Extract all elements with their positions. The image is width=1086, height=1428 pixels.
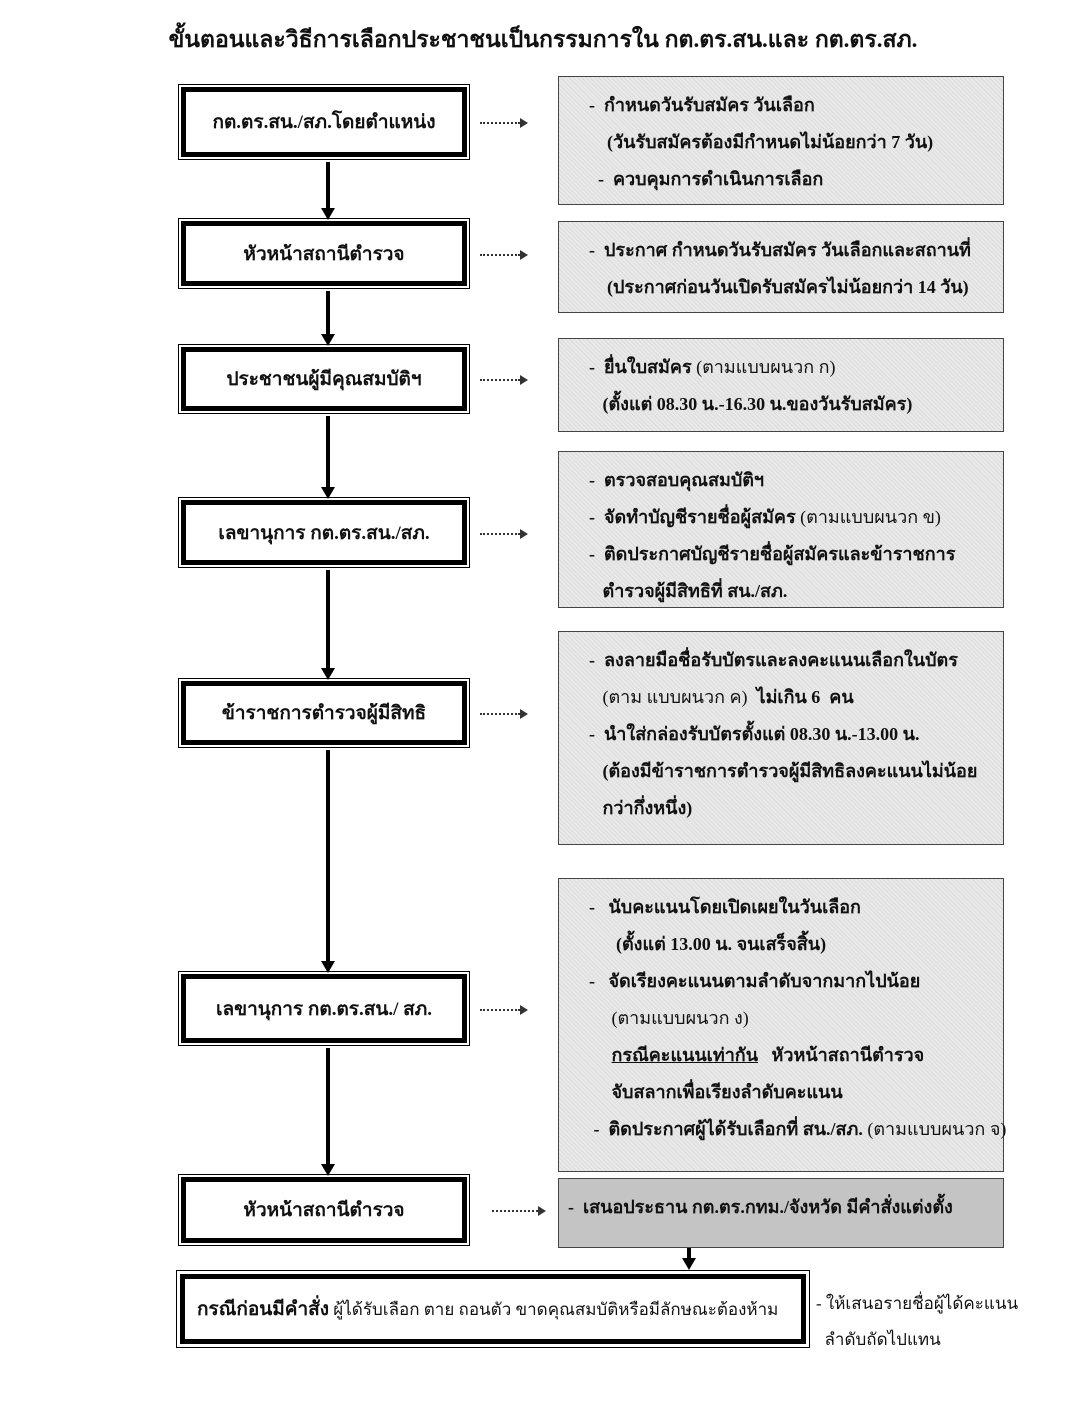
step-box: เลขานุการ กต.ตร.สน./ สภ. <box>181 974 467 1043</box>
flow-connector <box>326 750 330 961</box>
step-box: กต.ตร.สน./สภ.โดยตำแหน่ง <box>181 87 467 157</box>
arrow-head-icon <box>520 375 528 385</box>
step-box: ประชาชนผู้มีคุณสมบัติฯ <box>181 347 467 411</box>
detail-text: - ตรวจสอบคุณสมบัติฯ <box>589 470 765 490</box>
detail-text: (ตามแบบผนวก ก) <box>696 357 836 377</box>
arrow-head-icon <box>520 250 528 260</box>
detail-text: (ต้องมีข้าราชการตำรวจผู้มีสิทธิลงคะแนนไม่น้อย <box>589 761 978 781</box>
detail-line <box>589 573 1003 610</box>
flow-connector <box>326 1048 330 1164</box>
detail-text: - ติดประกาศบัญชีรายชื่อผู้สมัครและข้าราชการ <box>589 544 956 564</box>
detail-text: (ตามแบบผนวก ง) <box>589 1008 749 1028</box>
detail-text: (ตั้งแต่ 13.00 น. จนเสร็จสิ้น) <box>589 934 827 954</box>
step-box: เลขานุการ กต.ตร.สน./สภ. <box>181 500 467 565</box>
detail-text: (ตาม แบบผนวก ค) <box>589 687 757 707</box>
step-box: ข้าราชการตำรวจผู้มีสิทธิ <box>181 681 467 745</box>
detail-text: จับสลากเพื่อเรียงลำดับคะแนน <box>589 1082 843 1102</box>
detail-text: - ลงลายมือชื่อรับบัตรและลงคะแนนเลือกในบัตร <box>589 650 958 670</box>
detail-line <box>589 1037 1003 1074</box>
detail-text: - กำหนดวันรับสมัคร วันเลือก <box>589 95 815 115</box>
detail-line <box>589 889 1003 926</box>
step-details-box <box>558 451 1004 608</box>
arrow-head-icon <box>538 1206 546 1216</box>
detail-line <box>589 1000 1003 1037</box>
detail-line <box>589 642 1003 679</box>
detail-line <box>589 349 1003 386</box>
step-details-box <box>558 338 1004 432</box>
arrow-head-icon <box>520 1005 528 1015</box>
step-details-box <box>558 878 1007 1172</box>
detail-line <box>589 679 1003 716</box>
detail-text: - ประกาศ กำหนดวันรับสมัคร วันเลือกและสถานที่ <box>589 240 971 260</box>
flow-connector <box>326 291 330 334</box>
arrow-down-icon <box>321 961 335 973</box>
detail-text: ไม่เกิน 6 คน <box>756 687 854 707</box>
detail-text <box>589 1045 612 1065</box>
note-line-2: ลำดับถัดไปแทน <box>816 1330 941 1349</box>
step-details-box <box>558 76 1004 205</box>
detail-line <box>589 161 1003 198</box>
arrow-down-icon <box>682 1258 696 1270</box>
detail-line <box>589 963 1003 1000</box>
detail-text: - ติดประกาศผู้ได้รับเลือกที่ สน./สภ. <box>589 1119 868 1139</box>
arrow-down-icon <box>321 668 335 680</box>
detail-text: - นับคะแนนโดยเปิดเผยในวันเลือก <box>589 897 861 917</box>
detail-text: (ตั้งแต่ 08.30 น.-16.30 น.ของวันรับสมัคร) <box>589 394 913 414</box>
detail-line <box>589 716 1003 753</box>
dotted-arrow <box>480 122 520 124</box>
detail-text: กรณีคะแนนเท่ากัน <box>611 1045 759 1065</box>
detail-line <box>589 1111 1007 1148</box>
step-box: หัวหน้าสถานีตำรวจ <box>181 1177 467 1243</box>
detail-line <box>589 790 1003 827</box>
detail-line <box>589 926 1003 963</box>
arrow-down-icon <box>321 487 335 499</box>
detail-line <box>589 1074 1003 1111</box>
detail-text: - เสนอประธาน กต.ตร.กทม./จังหวัด มีคำสั่งแต่งตั้ง <box>559 1197 953 1217</box>
exception-text: ผู้ได้รับเลือก ตาย ถอนตัว ขาดคุณสมบัติหรือมีลักษณะต้องห้าม <box>329 1299 779 1319</box>
replacement-note <box>816 1286 1018 1358</box>
detail-text: กว่ากึ่งหนึ่ง) <box>589 798 693 818</box>
detail-line <box>589 753 1003 790</box>
flow-connector <box>326 416 330 487</box>
exception-box <box>180 1274 806 1344</box>
dotted-arrow <box>480 1009 520 1011</box>
arrow-head-icon <box>520 529 528 539</box>
arrow-head-icon <box>520 709 528 719</box>
detail-text: (ตามแบบผนวก จ) <box>867 1119 1007 1139</box>
note-line-1: - ให้เสนอรายชื่อผู้ได้คะแนน <box>816 1294 1019 1313</box>
page-title: ขั้นตอนและวิธีการเลือกประชาชนเป็นกรรมการใน กต.ตร.สน.และ กต.ตร.สภ. <box>168 27 918 52</box>
detail-text: (ประกาศก่อนวันเปิดรับสมัครไม่น้อยกว่า 14 วัน) <box>589 277 969 297</box>
dotted-arrow <box>480 254 520 256</box>
exception-heading: กรณีก่อนมีคำสั่ง <box>197 1299 330 1320</box>
detail-text: - ควบคุมการดำเนินการเลือก <box>589 169 824 189</box>
arrow-down-icon <box>321 334 335 346</box>
detail-line <box>589 499 1003 536</box>
detail-line <box>589 269 1003 306</box>
detail-text: (ตามแบบผนวก ข) <box>800 507 941 527</box>
detail-line <box>589 124 1003 161</box>
detail-line <box>589 462 1003 499</box>
dotted-arrow <box>480 713 520 715</box>
arrow-head-icon <box>520 118 528 128</box>
detail-text: หัวหน้าสถานีตำรวจ <box>758 1045 925 1065</box>
detail-text: - จัดทำบัญชีรายชื่อผู้สมัคร <box>589 507 801 527</box>
step-details-box <box>558 631 1004 845</box>
detail-text: - จัดเรียงคะแนนตามลำดับจากมากไปน้อย <box>589 971 921 991</box>
dotted-arrow <box>480 533 520 535</box>
detail-text: (วันรับสมัครต้องมีกำหนดไม่น้อยกว่า 7 วัน) <box>589 132 934 152</box>
detail-text: - นำใส่กล่องรับบัตรตั้งแต่ 08.30 น.-13.00 น. <box>589 724 920 744</box>
detail-line <box>589 536 1003 573</box>
detail-line <box>589 87 1003 124</box>
dotted-arrow <box>492 1210 538 1212</box>
detail-line <box>559 1189 1003 1226</box>
dotted-arrow <box>480 379 520 381</box>
arrow-down-icon <box>321 1164 335 1176</box>
detail-text: - ยื่นใบสมัคร <box>589 357 697 377</box>
flow-connector <box>326 162 330 208</box>
detail-text: ตำรวจผู้มีสิทธิที่ สน./สภ. <box>589 581 788 601</box>
detail-line <box>589 386 1003 423</box>
flow-connector <box>326 570 330 668</box>
step-details-box <box>558 1178 1004 1248</box>
step-details-box <box>558 221 1004 313</box>
arrow-down-icon <box>321 208 335 220</box>
detail-line <box>589 232 1003 269</box>
step-box: หัวหน้าสถานีตำรวจ <box>181 221 467 286</box>
